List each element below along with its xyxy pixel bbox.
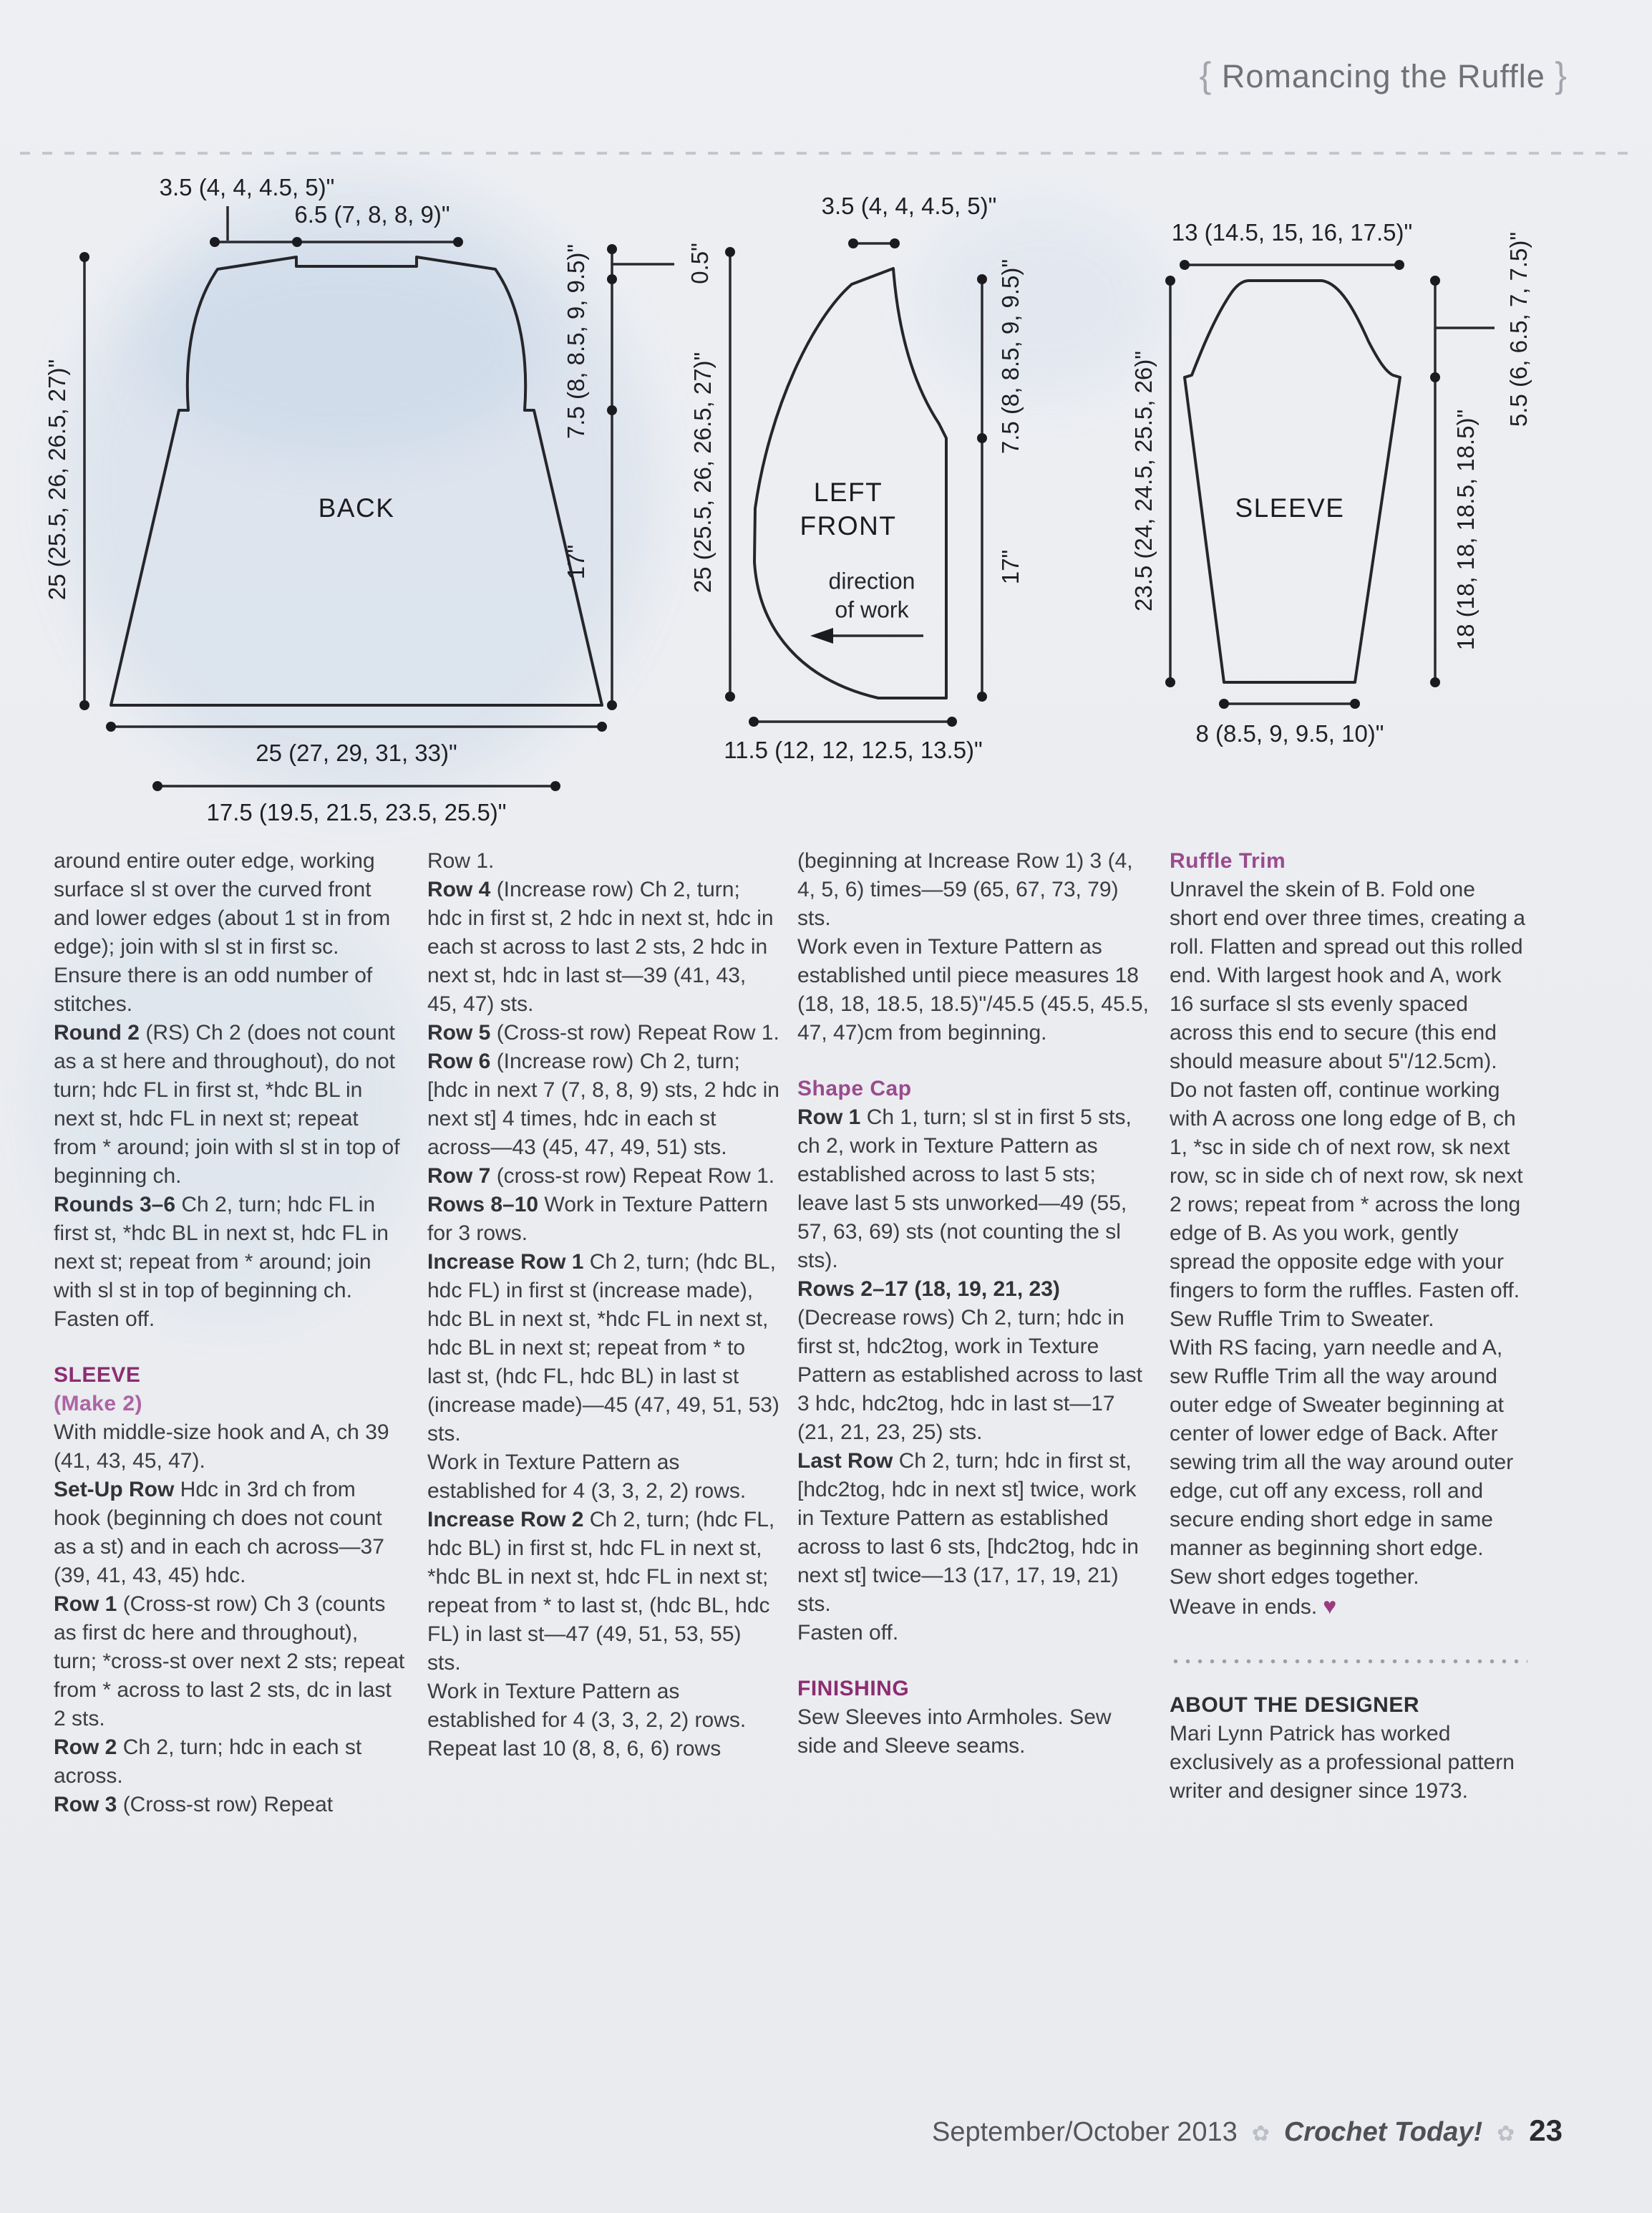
pattern-text: (Increase row) Ch 2, turn; [hdc in next 7 (7, 8, 8, 9) sts, 2 hdc in next st] 4 times, hdc in each st across—43 (45, 47, 49, 51) sts. (427, 1050, 779, 1159)
back-length-label: 25 (25.5, 26, 26.5, 27)" (44, 359, 70, 601)
pattern-paragraph (54, 1476, 406, 1590)
pattern-column-2 (427, 847, 779, 1763)
row-label: Last Row (797, 1449, 893, 1473)
article-title-text: Romancing the Ruffle (1221, 58, 1545, 95)
row-label: Row 2 (54, 1735, 117, 1759)
row-label: Rounds 3–6 (54, 1193, 176, 1216)
pattern-text: Ch 2, turn; hdc in each st across. (54, 1735, 362, 1788)
pattern-paragraph (1170, 1592, 1527, 1622)
left-front-bottom-width-label: 11.5 (12, 12, 12.5, 13.5)" (724, 737, 983, 763)
section-heading: FINISHING (797, 1677, 910, 1700)
sleeve-top-width-label: 13 (14.5, 15, 16, 17.5)" (1171, 219, 1413, 246)
pattern-paragraph (797, 847, 1151, 933)
pattern-text: (Cross-st row) Repeat (117, 1793, 334, 1816)
pattern-text: With RS facing, yarn needle and A, sew Ruffle Trim all the way around outer edge of Sweater beginning at center of lower edge of Back. After sewing trim all the way around outer edge, cut off any excess, roll and secure ending short edge in same manner as beginning short edge. Sew short edges together. (1170, 1336, 1514, 1589)
pattern-text: Weave in ends. (1170, 1595, 1318, 1619)
pattern-paragraph (54, 1191, 406, 1305)
pattern-paragraph (797, 1447, 1151, 1619)
pattern-paragraph (54, 1305, 406, 1334)
section-heading: Shape Cap (797, 1077, 912, 1100)
pattern-column-4 (1170, 847, 1527, 1806)
left-front-piece-name-line2: FRONT (800, 511, 897, 541)
pattern-text: Ch 2, turn; hdc in first st, [hdc2tog, hdc in next st] twice, work in Texture Pattern as established across to last 6 sts, [hdc2tog, hdc in next st] twice—13 (17, 17, 19, 21) sts. (797, 1449, 1139, 1616)
pattern-text: Hdc in 3rd ch from hook (beginning ch does not count as a st) and in each ch across—37 (39, 41, 43, 45) hdc. (54, 1478, 384, 1587)
pattern-text: (beginning at Increase Row 1) 3 (4, 4, 5, 6) times—59 (65, 67, 73, 79) sts. (797, 849, 1133, 930)
left-front-schematic (687, 172, 1102, 788)
sleeve-schematic-drawing (1131, 172, 1618, 788)
pattern-text: (Decrease rows) Ch 2, turn; hdc in first st, hdc2tog, work in Texture Pattern as established across to last 3 hdc, hdc2tog, hdc in last st—17 (21, 21, 23, 25) sts. (797, 1306, 1142, 1444)
pattern-paragraph (54, 1791, 406, 1819)
row-label: Row 1 (797, 1105, 861, 1129)
back-neck-width-label: 6.5 (7, 8, 8, 9)" (294, 201, 450, 228)
row-label: Row 3 (54, 1793, 117, 1816)
pattern-paragraph (797, 933, 1151, 1047)
pattern-paragraph (797, 1703, 1151, 1761)
row-label: Rows 8–10 (427, 1193, 539, 1216)
pattern-text: Unravel the skein of B. Fold one short end over three times, creating a roll. Flatten and spread out this rolled end. With largest hook and A, work 16 surface sl sts evenly spaced across this end to secure (this end should measure about 5"/12.5cm). Do not fasten off, continue working with A across one long edge of B, ch 1, *sc in side ch of next row, sk next row, sc in side ch of next row, sk next 2 rows; repeat from * across the long edge of B. As you work, gently spread the opposite edge with your fingers to form the ruffles. Fasten off. (1170, 878, 1525, 1302)
pattern-paragraph (1170, 1334, 1527, 1592)
direction-of-work-label-line1: direction (828, 568, 915, 594)
section-heading: Ruffle Trim (1170, 849, 1286, 873)
pattern-paragraph (427, 847, 779, 876)
sleeve-cuff-width-label: 8 (8.5, 9, 9.5, 10)" (1195, 720, 1384, 747)
pattern-paragraph (427, 1248, 779, 1448)
brace-right: } (1555, 55, 1568, 95)
pattern-paragraph (427, 1735, 779, 1763)
pattern-text: Ch 2, turn; (hdc FL, hdc BL) in first st, hdc FL in next st, *hdc BL in next st, hdc FL in next st; repeat from * to last st, (hdc BL, hdc FL) in last st—47 (49, 51, 53, 55) sts. (427, 1508, 775, 1675)
left-front-piece-name-line1: LEFT (813, 478, 883, 507)
sleeve-schematic (1131, 172, 1618, 788)
back-shoulder-drop-label: 0.5" (686, 243, 713, 284)
footer-issue: September/October 2013 (932, 2117, 1238, 2147)
sleeve-length-label: 23.5 (24, 24.5, 25.5, 26)" (1130, 351, 1157, 611)
left-front-schematic-drawing (687, 172, 1102, 788)
pattern-text: Work in Texture Pattern as established for 4 (3, 3, 2, 2) rows. (427, 1680, 747, 1732)
row-label: Row 5 (427, 1021, 491, 1045)
pattern-column-1 (54, 847, 406, 1819)
sleeve-seam-length-label: 18 (18, 18, 18.5, 18.5)" (1452, 409, 1479, 651)
pattern-text: (Increase row) Ch 2, turn; hdc in first st, 2 hdc in next st, hdc in each st across to last 2 sts, 2 hdc in next st, hdc in last st—39 (41, 43, 45, 47) sts. (427, 878, 774, 1016)
pattern-text: Sew Sleeves into Armholes. Sew side and Sleeve seams. (797, 1705, 1112, 1758)
back-piece-name: BACK (318, 493, 395, 523)
pattern-text: Sew Ruffle Trim to Sweater. (1170, 1307, 1434, 1331)
pattern-paragraph (427, 1162, 779, 1191)
pattern-paragraph (427, 1506, 779, 1677)
left-front-armhole-depth-label: 7.5 (8, 8.5, 9, 9.5)" (997, 258, 1024, 455)
pattern-text: (cross-st row) Repeat Row 1. (490, 1164, 775, 1188)
pattern-paragraph (54, 1019, 406, 1191)
section-heading: (Make 2) (54, 1392, 143, 1415)
pattern-text: Ch 2, turn; hdc FL in first st, *hdc BL in next st, hdc FL in next st; repeat from * around; join with sl st in top of beginning ch. (54, 1193, 389, 1302)
brace-left: { (1199, 55, 1213, 95)
pattern-text: Ch 2, turn; (hdc BL, hdc FL) in first st (increase made), hdc BL in next st, *hdc FL in next st, hdc BL in next st; repeat from * to last st, (hdc FL, hdc BL) in last st (increase made)—45 (47, 49, 51, 53) sts. (427, 1250, 779, 1446)
left-front-length-label: 25 (25.5, 26, 26.5, 27)" (689, 352, 716, 594)
pattern-text: (RS) Ch 2 (does not count as a st here and throughout), do not turn; hdc FL in first st, *hdc BL in next st, hdc FL in next st; repeat from * around; join with sl st in top of beginning ch. (54, 1021, 400, 1188)
pattern-paragraph (427, 1047, 779, 1162)
row-label: Increase Row 2 (427, 1508, 584, 1531)
pattern-paragraph (797, 1103, 1151, 1275)
row-label: Round 2 (54, 1021, 140, 1045)
pattern-text: Fasten off. (797, 1621, 899, 1645)
pattern-paragraph (797, 1275, 1151, 1447)
footer-page-number: 23 (1529, 2113, 1563, 2147)
pattern-text: Ch 1, turn; sl st in first 5 sts, ch 2, work in Texture Pattern as established across to last 5 sts; leave last 5 sts unworked—49 (55, 57, 63, 69) sts (not counting the sl sts). (797, 1105, 1132, 1272)
back-armhole-depth-label: 7.5 (8, 8.5, 9, 9.5)" (563, 243, 589, 440)
pattern-text: Repeat last 10 (8, 8, 6, 6) rows (427, 1737, 721, 1761)
pattern-text: Work even in Texture Pattern as established until piece measures 18 (18, 18, 18.5, 18.5)"/45.5 (45.5, 45.5, 47, 47)cm from beginning. (797, 935, 1149, 1045)
footer-magazine-name: Crochet Today! (1283, 2117, 1483, 2147)
pattern-text: (Cross-st row) Ch 3 (counts as first dc here and throughout), turn; *cross-st over next 2 sts; repeat from * across to last 2 sts, dc in last 2 sts. (54, 1592, 405, 1730)
dotted-divider (1170, 1659, 1527, 1664)
back-hem-width-label: 25 (27, 29, 31, 33)" (256, 740, 457, 766)
pattern-paragraph (427, 1191, 779, 1248)
pattern-text: (Cross-st row) Repeat Row 1. (490, 1021, 779, 1045)
page-footer (932, 2113, 1563, 2148)
back-shoulder-width-label: 3.5 (4, 4, 4.5, 5)" (159, 174, 335, 200)
back-schematic (43, 172, 713, 825)
row-label: Increase Row 1 (427, 1250, 584, 1274)
back-lower-width-label: 17.5 (19.5, 21.5, 23.5, 25.5)" (206, 799, 507, 825)
pattern-column-3 (797, 847, 1151, 1761)
heart-icon: ♥ (1323, 1593, 1337, 1619)
article-title (1200, 54, 1568, 96)
pattern-text: Work in Texture Pattern as established for 4 (3, 3, 2, 2) rows. (427, 1451, 747, 1503)
pattern-paragraph (54, 847, 406, 1019)
pattern-paragraph (54, 1733, 406, 1791)
section-heading: ABOUT THE DESIGNER (1170, 1693, 1420, 1717)
row-label: Row 6 (427, 1050, 491, 1073)
pattern-text: Fasten off. (54, 1307, 155, 1331)
pattern-text: Row 1. (427, 849, 495, 873)
pattern-paragraph (427, 1677, 779, 1735)
pattern-paragraph (54, 1590, 406, 1733)
flower-icon: ✿ (1497, 2122, 1515, 2146)
row-label: Set-Up Row (54, 1478, 175, 1501)
pattern-paragraph (797, 1619, 1151, 1647)
pattern-paragraph (1170, 1305, 1527, 1334)
direction-of-work-label-line2: of work (835, 596, 909, 623)
pattern-text: around entire outer edge, working surface sl st over the curved front and lower edges (about 1 st in from edge); join with sl st in first sc. Ensure there is an odd number of stitches. (54, 849, 391, 1016)
sleeve-cap-height-label: 5.5 (6, 6.5, 7, 7.5)" (1505, 231, 1532, 427)
pattern-paragraph (427, 1019, 779, 1047)
row-label: Row 7 (427, 1164, 491, 1188)
sleeve-piece-name: SLEEVE (1235, 493, 1345, 523)
pattern-text: With middle-size hook and A, ch 39 (41, 43, 45, 47). (54, 1420, 389, 1473)
left-front-side-length-label: 17" (997, 549, 1024, 585)
pattern-paragraph (427, 1448, 779, 1506)
pattern-paragraph (1170, 876, 1527, 1305)
row-label: Row 1 (54, 1592, 117, 1616)
dashed-divider (20, 152, 1632, 155)
section-heading: SLEEVE (54, 1363, 141, 1387)
flower-icon: ✿ (1251, 2122, 1270, 2146)
pattern-paragraph (1170, 1720, 1527, 1806)
pattern-text: Mari Lynn Patrick has worked exclusively as a professional pattern writer and designer since 1973. (1170, 1722, 1515, 1803)
row-label: Row 4 (427, 878, 491, 901)
pattern-paragraph (54, 1418, 406, 1476)
left-front-top-width-label: 3.5 (4, 4, 4.5, 5)" (821, 193, 997, 219)
pattern-text: Work in Texture Pattern for 3 rows. (427, 1193, 768, 1245)
row-label: Rows 2–17 (18, 19, 21, 23) (797, 1277, 1060, 1301)
back-side-length-label: 17" (563, 544, 589, 580)
pattern-paragraph (427, 876, 779, 1019)
